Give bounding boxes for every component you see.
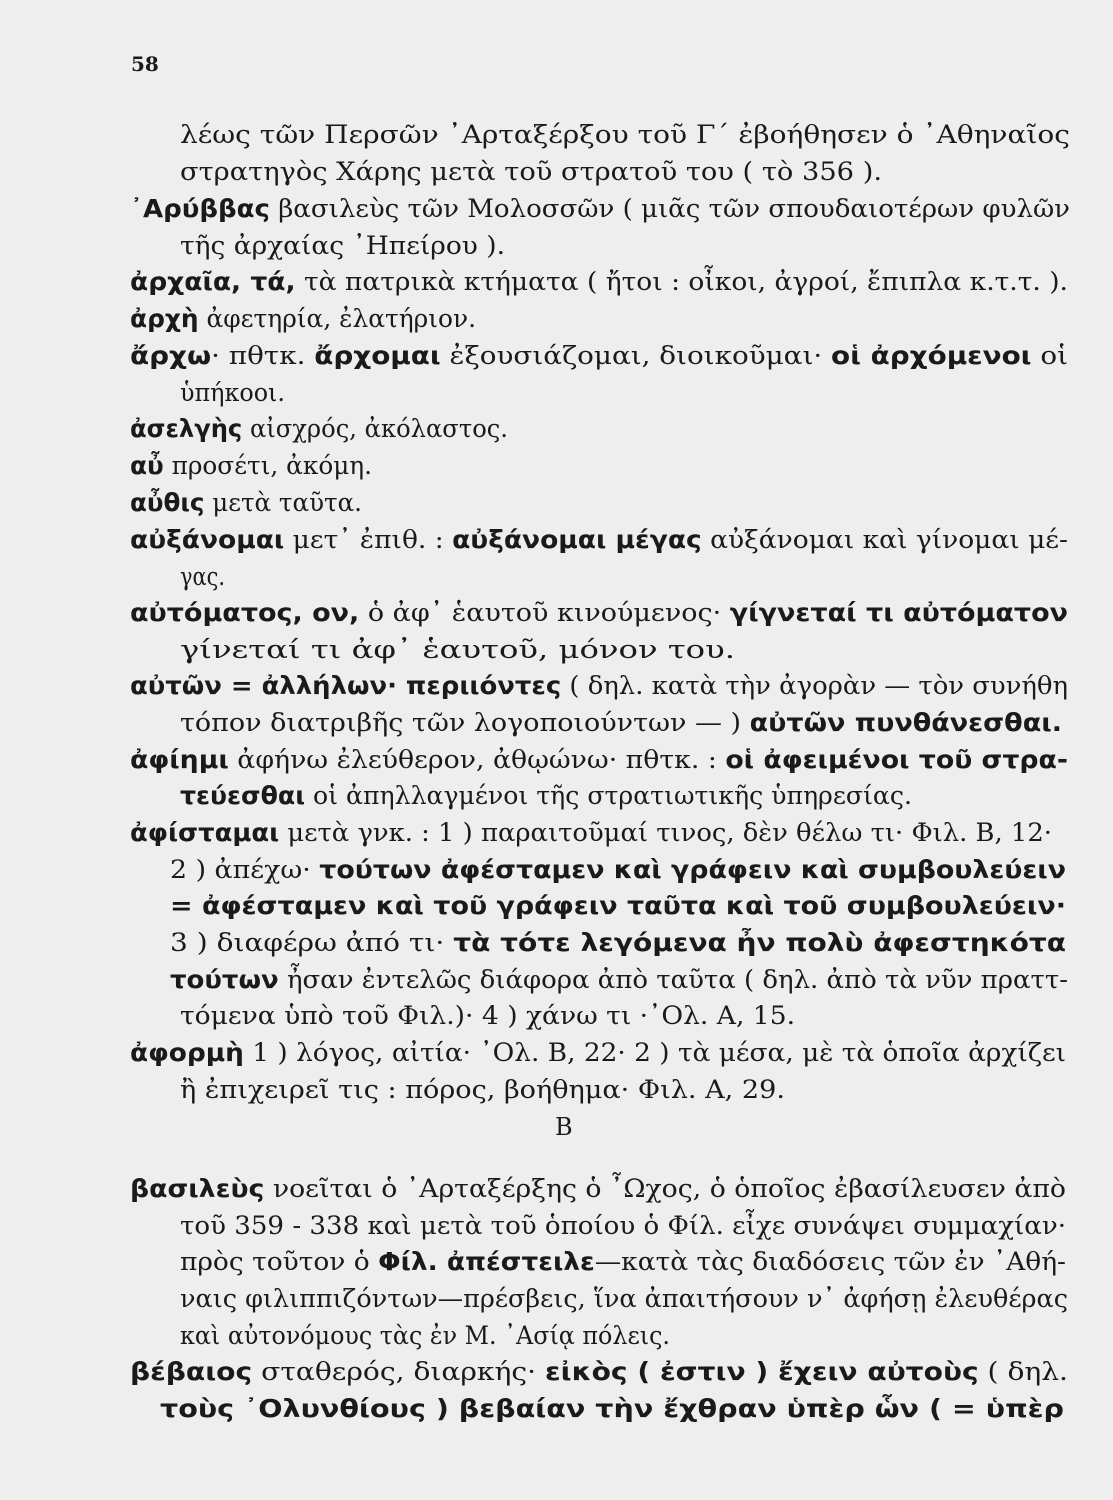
- text-line: [180, 380, 285, 405]
- text-line: [180, 1077, 785, 1102]
- text-line: [130, 453, 372, 478]
- text-line: [180, 710, 1062, 735]
- gloss-text: τῆς ἀρχαίας ᾿Ηπείρου ).: [180, 231, 505, 260]
- gloss-text: ὁ ἀφ᾽ ἑαυτοῦ κινούμενος·: [359, 598, 730, 627]
- text-line: [130, 196, 1070, 221]
- gloss-text: ἦσαν ἐντελῶς διάφορα ἀπὸ ταῦτα ( δηλ. ἀπὸ τὰ νῦν πραττ-: [278, 965, 1068, 994]
- gloss-text: αὐξάνομαι καὶ γίνομαι μέ-: [701, 525, 1068, 554]
- text-line: [130, 343, 1068, 368]
- text-line: [170, 893, 1066, 918]
- gloss-text: γίνεταί τι ἀφ᾽ ἑαυτοῦ, μόνον του.: [180, 635, 735, 664]
- phrase: τεύεσθαι: [180, 781, 306, 810]
- text-line: [130, 673, 1068, 698]
- text-line: [180, 637, 735, 662]
- phrase: τοὺς ᾿Ολυνθίους ) βεβαίαν τὴν ἔχθραν ὑπὲρ ὧν ( = ὑπὲρ: [160, 1394, 1064, 1423]
- gloss-text: ἀφήνω ἐλεύθερον, ἀθῳώνω· πθτκ. :: [228, 745, 726, 774]
- gloss-text: αἰσχρός, ἀκόλαστος.: [242, 414, 508, 443]
- section-letter: Β: [555, 1113, 573, 1141]
- phrase: αὐξάνομαι μέγας: [452, 525, 702, 554]
- phrase: γίγνεταί τι αὐτόματον: [729, 598, 1068, 627]
- gloss-text: προσέτι, ἀκόμη.: [163, 451, 372, 480]
- gloss-text: βασιλεὺς τῶν Μολοσσῶν ( μιᾶς τῶν σπουδαιοτέρων φυλῶν: [269, 194, 1070, 223]
- gloss-text: γας.: [180, 562, 225, 591]
- headword: αὐτῶν = ἀλλήλων· περιιόντες: [130, 671, 562, 700]
- phrase: εἰκὸς ( ἐστιν ) ἔχειν αὐτοὺς: [544, 1357, 979, 1386]
- text-line: [180, 122, 1070, 147]
- text-line: [130, 527, 1068, 552]
- gloss-text: 3 ) διαφέρω ἀπό τι·: [170, 928, 454, 957]
- gloss-text: ἀφετηρία, ἐλατήριον.: [198, 304, 476, 333]
- text-line: [130, 600, 1068, 625]
- gloss-text: —κατὰ τὰς διαδόσεις τῶν ἐν ᾿Αθή-: [594, 1247, 1066, 1276]
- phrase: = ἀφέσταμεν καὶ τοῦ γράφειν ταῦτα καὶ τοῦ συμβουλεύειν·: [170, 891, 1066, 920]
- gloss-text: λέως τῶν Περσῶν ᾿Αρταξέρξου τοῦ Γ΄ ἐβοήθησεν ὁ ᾿Αθηναῖος: [180, 120, 1070, 149]
- gloss-text: μετὰ ταῦτα.: [204, 488, 362, 517]
- text-line: [130, 820, 1052, 845]
- headword: ἀφίσταμαι: [130, 818, 280, 847]
- text-line: [130, 1040, 1066, 1065]
- text-line: [180, 783, 912, 808]
- text-line: [130, 416, 508, 441]
- text-line: [130, 306, 476, 331]
- gloss-text: μετ᾽ ἐπιθ. :: [284, 525, 453, 554]
- text-line: [130, 269, 1068, 294]
- headword: ἀρχαῖα, τά,: [130, 267, 296, 296]
- phrase: οἱ ἀρχόμενοι: [831, 341, 1032, 370]
- gloss-text: 2 ) ἀπέχω·: [170, 855, 320, 884]
- headword: αὖθις: [130, 488, 205, 517]
- headword: βασιλεὺς: [130, 1174, 265, 1203]
- gloss-text: 1 ) λόγος, αἰτία· ᾿Ολ. Β, 22· 2 ) τὰ μέσα, μὲ τὰ ὁποῖα ἀρχίζει: [243, 1038, 1066, 1067]
- gloss-text: · πθτκ.: [211, 341, 315, 370]
- gloss-text: τόμενα ὑπὸ τοῦ Φιλ.)· 4 ) χάνω τι ·᾿Ολ. Α, 15.: [180, 1001, 795, 1030]
- gloss-text: ( δηλ.: [978, 1357, 1068, 1386]
- gloss-text: οἱ: [1031, 341, 1068, 370]
- text-line: [180, 564, 225, 589]
- text-line: [170, 967, 1068, 992]
- headword: ἀσελγὴς: [130, 414, 243, 443]
- text-line: [180, 1003, 795, 1028]
- headword: ἀφορμὴ: [130, 1038, 244, 1067]
- text-line: [170, 857, 1066, 882]
- gloss-text: καὶ αὐτονόμους τὰς ἐν Μ. ᾿Ασίᾳ πόλεις.: [180, 1321, 670, 1350]
- headword: ἀφίημι: [130, 745, 229, 774]
- gloss-text: σταθερός, διαρκής·: [252, 1357, 545, 1386]
- text-line: [130, 1176, 1066, 1201]
- text-line: [180, 1286, 1068, 1311]
- phrase: οἱ ἀφειμένοι τοῦ στρα-: [725, 745, 1068, 774]
- gloss-text: τόπον διατριβῆς τῶν λογοποιούντων — ): [180, 708, 750, 737]
- gloss-text: ἢ ἐπιχειρεῖ τις : πόρος, βοήθημα· Φιλ. Α, 29.: [180, 1075, 785, 1104]
- headword: ἀρχὴ: [130, 304, 199, 333]
- headword: ᾿Αρύββας: [130, 194, 270, 223]
- phrase: τὰ τότε λεγόμενα ἦν πολὺ ἀφεστηκότα: [453, 928, 1066, 957]
- text-line: [160, 1396, 1064, 1421]
- phrase: τούτων ἀφέσταμεν καὶ γράφειν καὶ συμβουλεύειν: [319, 855, 1066, 884]
- gloss-text: ἐξουσιάζομαι, διοικοῦμαι·: [440, 341, 832, 370]
- headword: αὖ: [130, 451, 164, 480]
- headword: ἄρχομαι: [314, 341, 441, 370]
- gloss-text: μετὰ γνκ. : 1 ) παραιτοῦμαί τινος, δὲν θέλω τι· Φιλ. Β, 12·: [279, 818, 1052, 847]
- phrase: αὐτῶν πυνθάνεσθαι.: [749, 708, 1062, 737]
- gloss-text: πρὸς τοῦτον ὁ: [180, 1247, 379, 1276]
- text-line: [130, 490, 362, 515]
- gloss-text: ὑπήκοοι.: [180, 378, 285, 407]
- text-line: [130, 747, 1068, 772]
- text-line: [180, 1249, 1066, 1274]
- headword: ἄρχω: [130, 341, 212, 370]
- gloss-text: ( δηλ. κατὰ τὴν ἀγορὰν — τὸν συνήθη: [561, 671, 1068, 700]
- gloss-text: στρατηγὸς Χάρης μετὰ τοῦ στρατοῦ του ( τὸ 356 ).: [180, 157, 882, 186]
- phrase: τούτων: [170, 965, 279, 994]
- text-line: [130, 1359, 1068, 1384]
- text-line: [170, 930, 1066, 955]
- gloss-text: οἱ ἀπηλλαγμένοι τῆς στρατιωτικῆς ὑπηρεσίας.: [305, 781, 913, 810]
- headword: αὐτόματος, ον,: [130, 598, 360, 627]
- text-line: [180, 233, 505, 258]
- text-line: [180, 1323, 670, 1348]
- gloss-text: ναις φιλιππιζόντων—πρέσβεις, ἵνα ἀπαιτήσουν ν᾽ ἀφήσῃ ἐλευθέρας: [180, 1284, 1068, 1313]
- headword: βέβαιος: [130, 1357, 253, 1386]
- page-number: 58: [131, 52, 159, 76]
- gloss-text: νοεῖται ὁ ᾿Αρταξέρξης ὁ ῏Ωχος, ὁ ὁποῖος ἐβασίλευσεν ἀπὸ: [264, 1174, 1066, 1203]
- phrase: Φίλ. ἀπέστειλε: [378, 1247, 595, 1276]
- gloss-text: τοῦ 359 - 338 καὶ μετὰ τοῦ ὁποίου ὁ Φίλ. εἶχε συνάψει συμμαχίαν·: [180, 1211, 1066, 1240]
- gloss-text: τὰ πατρικὰ κτήματα ( ἤτοι : οἶκοι, ἀγροί, ἔπιπλα κ.τ.τ. ).: [295, 267, 1068, 296]
- headword: αὐξάνομαι: [130, 525, 285, 554]
- text-line: [180, 159, 882, 184]
- text-line: [180, 1213, 1066, 1238]
